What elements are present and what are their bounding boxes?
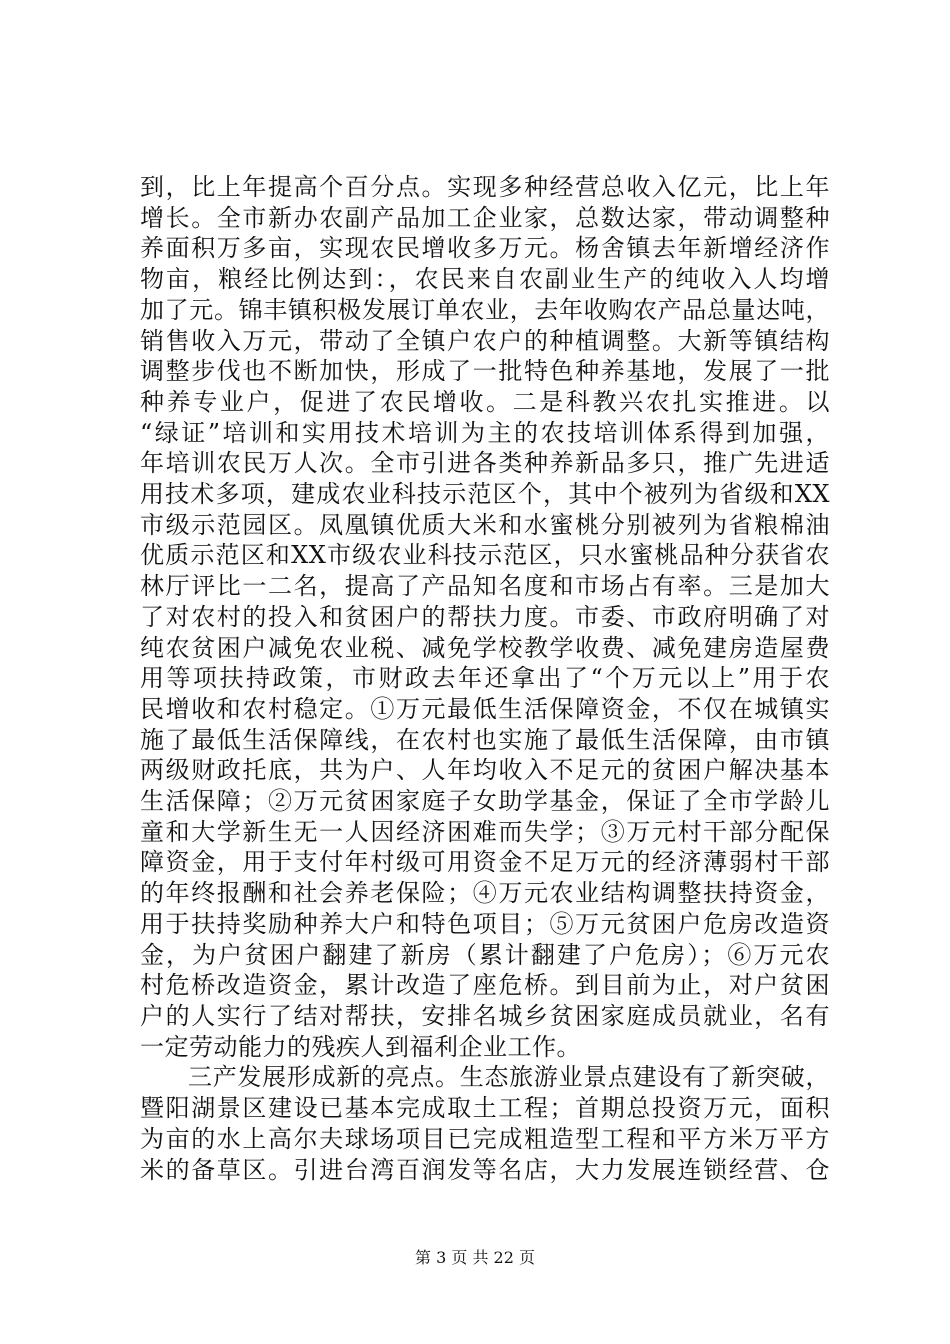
text-line: 了对农村的投入和贫困户的帮扶力度。市委、市政府明确了对: [140, 602, 830, 631]
text-line: 暨阳湖景区建设已基本完成取土工程；首期总投资万元，面积: [140, 1094, 830, 1123]
text-line: 市级示范园区。凤凰镇优质大米和水蜜桃分别被列为省粮棉油: [140, 510, 830, 539]
text-line: 纯农贫困户减免农业税、减免学校教学收费、减免建房造屋费: [140, 633, 830, 662]
text-line: 障资金，用于支付年村级可用资金不足万元的经济薄弱村干部: [140, 848, 830, 877]
text-line: 种养专业户，促进了农民增收。二是科教兴农扎实推进。以: [140, 387, 830, 416]
text-line: 金，为户贫困户翻建了新房（累计翻建了户危房）；⑥万元农: [140, 940, 830, 969]
text-line: 用于扶持奖励种养大户和特色项目；⑤万元贫困户危房改造资: [140, 909, 830, 938]
text-line: 年培训农民万人次。全市引进各类种养新品多只，推广先进适: [140, 449, 830, 478]
text-line: 养面积万多亩，实现农民增收多万元。杨舍镇去年新增经济作: [140, 234, 830, 263]
text-line: 施了最低生活保障线，在农村也实施了最低生活保障，由市镇: [140, 725, 830, 754]
text-line: 用技术多项，建成农业科技示范区个，其中个被列为省级和XX: [140, 480, 830, 509]
text-line: 一定劳动能力的残疾人到福利企业工作。: [140, 1032, 581, 1061]
document-body: [140, 172, 830, 1185]
text-line: 用等项扶持政策，市财政去年还拿出了“个万元以上”用于农: [140, 664, 830, 693]
text-line: 童和大学新生无一人因经济困难而失学；③万元村干部分配保: [140, 817, 830, 846]
page-number-footer: 第 3 页 共 22 页: [415, 1248, 535, 1267]
text-line: 林厅评比一二名，提高了产品知名度和市场占有率。三是加大: [140, 572, 830, 601]
text-line: 到，比上年提高个百分点。实现多种经营总收入亿元，比上年: [140, 173, 830, 201]
text-line: 民增收和农村稳定。①万元最低生活保障资金，不仅在城镇实: [140, 694, 830, 723]
paragraph-1: [140, 172, 830, 1062]
text-line: 米的备草区。引进台湾百润发等名店，大力发展连锁经营、仓: [140, 1155, 830, 1184]
paragraph-2: [140, 1062, 830, 1185]
text-line: 增长。全市新办农副产品加工企业家，总数达家，带动调整种: [140, 203, 830, 232]
text-line: 村危桥改造资金，累计改造了座危桥。到目前为止，对户贫困: [140, 971, 830, 1000]
text-line: 三产发展形成新的亮点。生态旅游业景点建设有了新突破，: [188, 1063, 830, 1092]
text-line: 的年终报酬和社会养老保险；④万元农业结构调整扶持资金，: [140, 879, 830, 908]
text-line: 加了元。锦丰镇积极发展订单农业，去年收购农产品总量达吨，: [140, 295, 830, 324]
text-line: 物亩，粮经比例达到：，农民来自农副业生产的纯收入人均增: [140, 265, 830, 294]
text-line: 优质示范区和XX市级农业科技示范区，只水蜜桃品种分获省农: [140, 541, 830, 570]
text-line: 调整步伐也不断加快，形成了一批特色种养基地，发展了一批: [140, 357, 830, 386]
text-line: 两级财政托底，共为户、人年均收入不足元的贫困户解决基本: [140, 756, 830, 785]
text-line: 户的人实行了结对帮扶，安排名城乡贫困家庭成员就业，名有: [140, 1001, 830, 1030]
text-line: 销售收入万元，带动了全镇户农户的种植调整。大新等镇结构: [140, 326, 830, 355]
text-line: 生活保障；②万元贫困家庭子女助学基金，保证了全市学龄儿: [140, 787, 830, 816]
text-line: “绿证”培训和实用技术培训为主的农技培训体系得到加强，: [140, 418, 830, 447]
text-line: 为亩的水上高尔夫球场项目已完成粗造型工程和平方米万平方: [140, 1124, 830, 1153]
